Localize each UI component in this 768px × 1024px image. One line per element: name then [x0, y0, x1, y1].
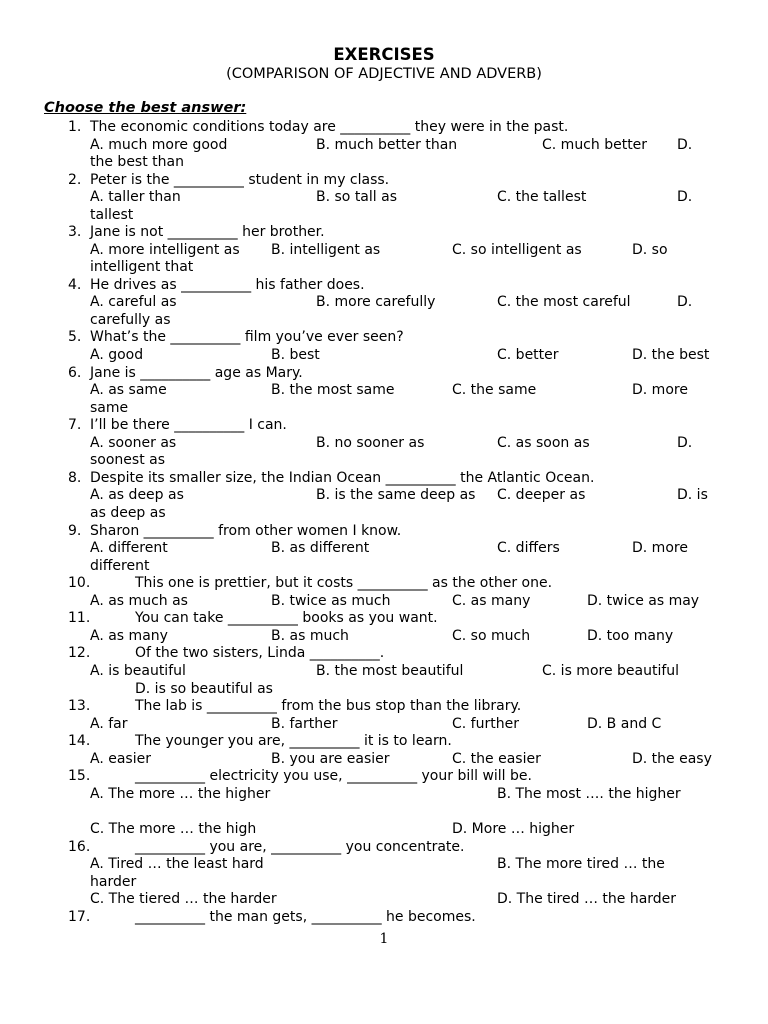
exercise-text: A. more intelligent as	[90, 242, 240, 258]
exercise-text: C. as soon as	[497, 435, 590, 451]
exercise-text: A. sooner as	[90, 435, 177, 451]
exercise-text: B. more carefully	[316, 294, 436, 310]
exercise-text: C. better	[497, 347, 559, 363]
exercise-text: D. the easy	[632, 751, 712, 767]
question-number: 13.	[68, 698, 91, 714]
exercise-text: He drives as __________ his father does.	[90, 277, 365, 293]
exercise-text: This one is prettier, but it costs __________ as the other one.	[135, 575, 553, 591]
question-number: 12.	[68, 645, 91, 661]
exercise-text: You can take __________ books as you want.	[135, 610, 438, 626]
exercise-text: __________ you are, __________ you concentrate.	[135, 839, 465, 855]
question-number: 9.	[68, 523, 82, 539]
exercise-text: D. so	[632, 242, 668, 258]
exercise-text: What’s the __________ film you’ve ever seen?	[90, 329, 404, 345]
exercise-text: B. The most …. the higher	[497, 786, 681, 802]
exercise-text: I’ll be there __________ I can.	[90, 417, 287, 433]
exercise-text: D. more	[632, 540, 688, 556]
exercise-text: A. The more … the higher	[90, 786, 271, 802]
question-number: 3.	[68, 224, 82, 240]
exercise-text: B. is the same deep as	[316, 487, 476, 503]
exercise-text: A. much more good	[90, 137, 228, 153]
page-subtitle: (COMPARISON OF ADJECTIVE AND ADVERB)	[226, 66, 542, 82]
exercise-text: different	[90, 558, 150, 574]
exercise-text: The lab is __________ from the bus stop than the library.	[135, 698, 522, 714]
exercise-text: carefully as	[90, 312, 171, 328]
exercise-text: B. as different	[271, 540, 370, 556]
exercise-text: C. the most careful	[497, 294, 631, 310]
question-number: 4.	[68, 277, 82, 293]
exercise-text: A. as deep as	[90, 487, 184, 503]
exercise-text: C. much better	[542, 137, 648, 153]
exercise-text: D.	[677, 137, 693, 153]
exercise-text: as deep as	[90, 505, 166, 521]
exercise-text: B. best	[271, 347, 320, 363]
exercise-text: Sharon __________ from other women I know.	[90, 523, 402, 539]
exercise-text: tallest	[90, 207, 134, 223]
exercise-text: C. so much	[452, 628, 531, 644]
exercise-text: A. as much as	[90, 593, 188, 609]
exercise-text: B. you are easier	[271, 751, 390, 767]
exercise-text: Peter is the __________ student in my class.	[90, 172, 390, 188]
exercise-text: D. too many	[587, 628, 674, 644]
exercise-text: C. so intelligent as	[452, 242, 582, 258]
exercise-text: B. much better than	[316, 137, 458, 153]
question-number: 7.	[68, 417, 82, 433]
exercise-text: same	[90, 400, 129, 416]
exercise-text: __________ the man gets, __________ he becomes.	[135, 909, 476, 925]
instruction-heading: Choose the best answer:	[44, 100, 247, 116]
exercise-text: C. deeper as	[497, 487, 586, 503]
exercise-text: Of the two sisters, Linda __________.	[135, 645, 385, 661]
exercise-text: C. the tallest	[497, 189, 587, 205]
exercise-text: A. Tired … the least hard	[90, 856, 264, 872]
exercise-text: B. intelligent as	[271, 242, 381, 258]
exercise-text: D.	[677, 294, 693, 310]
exercise-text: Despite its smaller size, the Indian Ocean __________ the Atlantic Ocean.	[90, 470, 595, 486]
exercise-text: D.	[677, 189, 693, 205]
exercise-text: The economic conditions today are __________ they were in the past.	[90, 119, 569, 135]
exercise-text: C. the same	[452, 382, 537, 398]
exercise-text: B. the most same	[271, 382, 395, 398]
exercise-text: B. farther	[271, 716, 338, 732]
exercise-text: C. the easier	[452, 751, 541, 767]
exercise-text: A. careful as	[90, 294, 177, 310]
question-number: 1.	[68, 119, 82, 135]
exercise-text: C. differs	[497, 540, 560, 556]
exercise-text: B. twice as much	[271, 593, 391, 609]
exercise-text: C. The more … the high	[90, 821, 257, 837]
exercise-text: D.	[677, 435, 693, 451]
exercise-text: D. B and C	[587, 716, 662, 732]
exercise-text: B. so tall as	[316, 189, 397, 205]
exercise-text: B. no sooner as	[316, 435, 425, 451]
exercise-text: D. more	[632, 382, 688, 398]
exercise-text: Jane is __________ age as Mary.	[90, 365, 303, 381]
question-number: 15.	[68, 768, 91, 784]
exercise-text: C. as many	[452, 593, 531, 609]
exercise-text: harder	[90, 874, 137, 890]
exercise-text: B. The more tired … the	[497, 856, 665, 872]
exercise-text: B. the most beautiful	[316, 663, 464, 679]
exercise-text: A. as same	[90, 382, 167, 398]
exercise-text: C. is more beautiful	[542, 663, 680, 679]
exercise-text: A. different	[90, 540, 168, 556]
question-number: 2.	[68, 172, 82, 188]
exercise-text: __________ electricity you use, __________ your bill will be.	[135, 768, 532, 784]
question-number: 11.	[68, 610, 91, 626]
exercise-text: A. is beautiful	[90, 663, 186, 679]
exercise-text: the best than	[90, 154, 184, 170]
exercise-text: B. as much	[271, 628, 349, 644]
exercise-text: The younger you are, __________ it is to learn.	[135, 733, 452, 749]
exercise-text: D. the best	[632, 347, 710, 363]
exercise-text: Jane is not __________ her brother.	[90, 224, 325, 240]
exercise-text: C. further	[452, 716, 519, 732]
exercise-text: A. as many	[90, 628, 168, 644]
page-title: EXERCISES	[333, 45, 435, 64]
question-number: 17.	[68, 909, 91, 925]
page-number: 1	[379, 931, 389, 947]
exercise-text: D. is so beautiful as	[135, 681, 273, 697]
exercise-text: A. good	[90, 347, 144, 363]
exercise-text: A. easier	[90, 751, 151, 767]
question-number: 10.	[68, 575, 91, 591]
question-number: 14.	[68, 733, 91, 749]
exercise-text: D. twice as may	[587, 593, 700, 609]
exercise-text: D. is	[677, 487, 708, 503]
exercise-text: C. The tiered … the harder	[90, 891, 277, 907]
exercise-text: D. More … higher	[452, 821, 575, 837]
exercise-text: intelligent that	[90, 259, 194, 275]
question-number: 8.	[68, 470, 82, 486]
question-number: 16.	[68, 839, 91, 855]
exercise-text: D. The tired … the harder	[497, 891, 677, 907]
exercise-text: soonest as	[90, 452, 166, 468]
exercise-text: A. far	[90, 716, 128, 732]
question-number: 6.	[68, 365, 82, 381]
exercise-text: A. taller than	[90, 189, 181, 205]
question-number: 5.	[68, 329, 82, 345]
